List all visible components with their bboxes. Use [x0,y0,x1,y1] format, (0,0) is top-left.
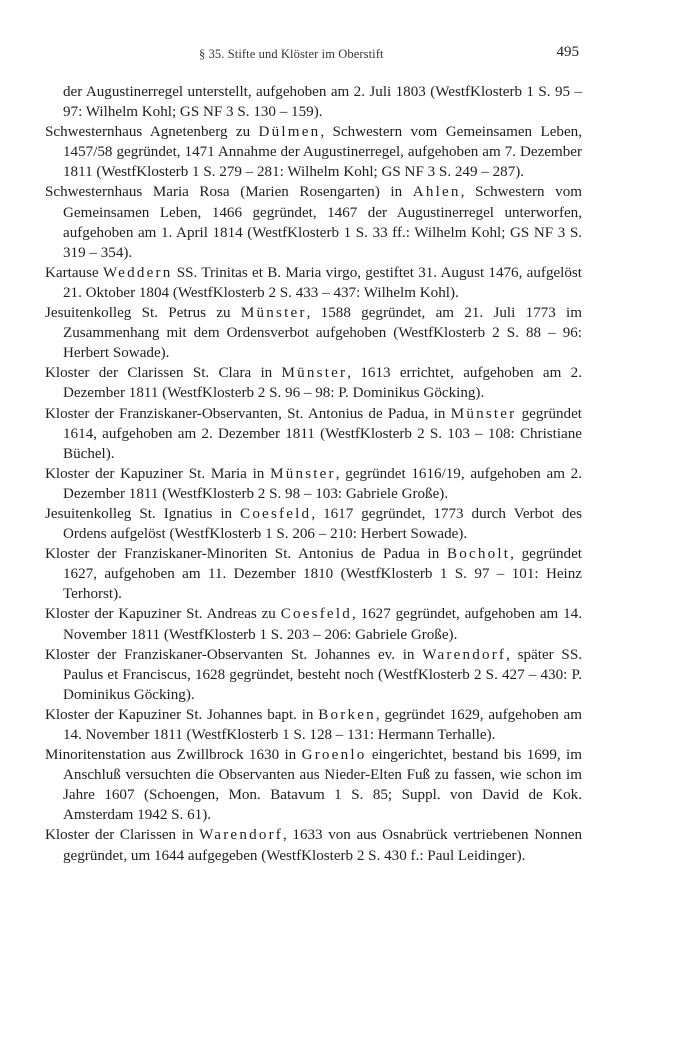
list-item: Schwesternhaus Maria Rosa (Marien Rosengarten) in Ahlen, Schwestern vom Gemeinsamen Leben, 1466 gegründet, 1467 der Augustinerregel unterworfen, aufgehoben am 1. April 1814 (WestfKlosterb 1 S. 33 ff.: Wilhelm Kohl; GS NF 3 S. 319 – 354). [45,184,582,261]
list-item: Minoritenstation aus Zwillbrock 1630 in Groenlo eingerichtet, bestand bis 1699, im Anschluß versuchten die Observanten aus Nieder-Elten Fuß zu fassen, wie schon im Jahre 1607 (Schoengen, Mon. Batavum 1 S. 85; Suppl. von David de Kok. Amsterdam 1942 S. 61). [45,747,582,824]
place-name: Bocholt [446,546,511,563]
place-name: Dülmen [258,124,321,141]
place-name: Münster [240,305,307,322]
list-item: Kloster der Franziskaner-Observanten St. Johannes ev. in Warendorf, später SS. Paulus et Franciscus, 1628 gegründet, besteht noch (WestfKlosterb 2 S. 427 – 430: P. Dominikus Göcking). [45,646,582,703]
place-name: Münster [281,365,348,382]
place-name: Coesfeld [240,505,312,522]
list-item: der Augustinerregel unterstellt, aufgehoben am 2. Juli 1803 (WestfKlosterb 1 S. 95 – 97: Wilhelm Kohl; GS NF 3 S. 130 – 159). [63,84,582,121]
list-item: Kloster der Kapuziner St. Andreas zu Coesfeld, 1627 gegründet, aufgehoben am 14. November 1811 (WestfKlosterb 1 S. 203 – 206: Gabriele Große). [45,606,582,643]
place-name: Münster [270,465,336,482]
place-name: Warendorf [199,827,284,844]
place-name: Groenlo [301,747,367,764]
list-item: Kloster der Kapuziner St. Maria in Münster, gegründet 1616/19, aufgehoben am 2. Dezember 1811 (WestfKlosterb 2 S. 98 – 103: Gabriele Große). [45,465,582,502]
list-item: Schwesternhaus Agnetenberg zu Dülmen, Schwestern vom Gemeinsamen Leben, 1457/58 gegründet, 1471 Annahme der Augustinerregel, aufgehoben am 7. Dezember 1811 (WestfKlosterb 1 S. 279 – 281: Wilhelm Kohl; GS NF 3 S. 249 – 287). [45,124,582,181]
list-item: Kloster der Franziskaner-Minoriten St. Antonius de Padua in Bocholt, gegründet 1627, aufgehoben am 11. Dezember 1810 (WestfKlosterb 1 S. 97 – 101: Heinz Terhorst). [45,546,582,603]
page-number: 495 [556,44,579,60]
list-item: Jesuitenkolleg St. Petrus zu Münster, 1588 gegründet, am 21. Juli 1773 im Zusammenhang mit dem Ordensverbot aufgehoben (WestfKlosterb 2 S. 88 – 96: Herbert Sowade). [45,305,582,362]
place-name: Warendorf [422,646,507,663]
list-item: Kloster der Clarissen St. Clara in Münster, 1613 errichtet, aufgehoben am 2. Dezember 1811 (WestfKlosterb 2 S. 96 – 98: P. Dominikus Göcking). [45,365,583,402]
list-item: Kloster der Kapuziner St. Johannes bapt. in Borken, gegründet 1629, aufgehoben am 14. November 1811 (WestfKlosterb 1 S. 128 – 131: Hermann Terhalle). [45,706,582,743]
place-name: Weddern [102,264,173,281]
list-item: Jesuitenkolleg St. Ignatius in Coesfeld, 1617 gegründet, 1773 durch Verbot des Ordens aufgelöst (WestfKlosterb 1 S. 206 – 210: Herbert Sowade). [45,505,582,543]
list-item: Kloster der Franziskaner-Observanten, St. Antonius de Padua, in Münster gegründet 1614, aufgehoben am 2. Dezember 1811 (WestfKlosterb 2 S. 103 – 108: Christiane Büchel). [45,405,582,462]
monastery-entry-list [45,82,582,866]
list-item: Kartause Weddern SS. Trinitas et B. Maria virgo, gestiftet 31. August 1476, aufgelöst 21. Oktober 1804 (WestfKlosterb 2 S. 433 – 437: Wilhelm Kohl). [45,264,582,301]
running-head: § 35. Stifte und Klöster im Oberstift [199,47,384,61]
place-name: Coesfeld [280,606,352,623]
place-name: Münster [450,405,517,422]
place-name: Borken [318,706,376,723]
list-item: Kloster der Clarissen in Warendorf, 1633 von aus Osnabrück vertriebenen Nonnen gegründet, um 1644 aufgegeben (WestfKlosterb 2 S. 430 f.: Paul Leidinger). [45,827,582,864]
place-name: Ahlen [412,184,461,201]
